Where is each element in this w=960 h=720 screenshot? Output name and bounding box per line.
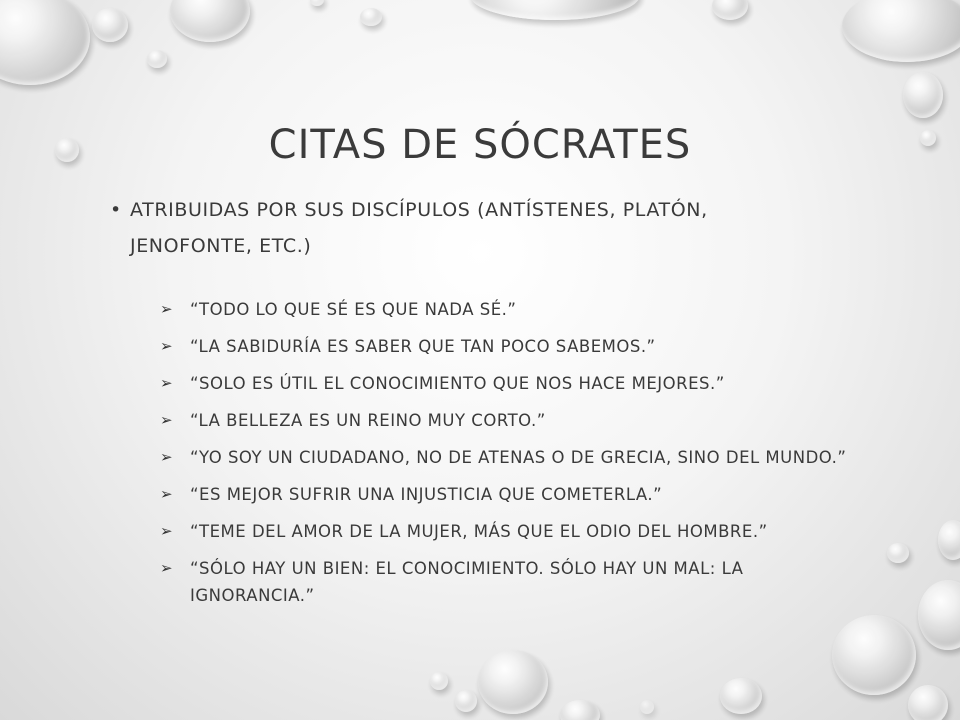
quote-item — [160, 518, 850, 545]
arrow-bullet-icon: ➢ — [160, 448, 174, 466]
water-drop-decoration — [842, 0, 960, 62]
quote-item — [160, 407, 850, 434]
quote-text: “SOLO ES ÚTIL EL CONOCIMIENTO QUE NOS HACE MEJORES.” — [190, 374, 725, 393]
water-drop-decoration — [560, 700, 600, 720]
water-drop-decoration — [470, 0, 640, 20]
quote-text: “LA SABIDURÍA ES SABER QUE TAN POCO SABEMOS.” — [190, 337, 656, 356]
quote-text: “LA BELLEZA ES UN REINO MUY CORTO.” — [190, 411, 546, 430]
arrow-bullet-icon: ➢ — [160, 300, 174, 318]
water-drop-decoration — [0, 0, 90, 85]
quote-text: “SÓLO HAY UN BIEN: EL CONOCIMIENTO. SÓLO HAY UN MAL: LA IGNORANCIA.” — [190, 559, 744, 605]
arrow-bullet-icon: ➢ — [160, 485, 174, 503]
water-drop-decoration — [430, 672, 448, 690]
quote-text: “YO SOY UN CIUDADANO, NO DE ATENAS O DE GRECIA, SINO DEL MUNDO.” — [190, 448, 847, 467]
water-drop-decoration — [170, 0, 250, 42]
water-drop-decoration — [147, 50, 167, 68]
main-bullet — [110, 192, 830, 264]
main-bullet-text: ATRIBUIDAS POR SUS DISCÍPULOS (ANTÍSTENES, PLATÓN, JENOFONTE, ETC.) — [130, 199, 708, 257]
arrow-bullet-icon: ➢ — [160, 411, 174, 429]
quote-list — [160, 296, 850, 619]
water-drop-decoration — [360, 8, 382, 26]
quote-item — [160, 481, 850, 508]
water-drop-decoration — [720, 678, 762, 714]
quote-text: “TEME DEL AMOR DE LA MUJER, MÁS QUE EL ODIO DEL HOMBRE.” — [190, 522, 768, 541]
water-drop-decoration — [908, 685, 948, 720]
water-drop-decoration — [903, 72, 943, 118]
quote-item — [160, 444, 850, 471]
water-drop-decoration — [887, 543, 909, 563]
quote-item — [160, 296, 850, 323]
arrow-bullet-icon: ➢ — [160, 522, 174, 540]
arrow-bullet-icon: ➢ — [160, 337, 174, 355]
quote-item — [160, 370, 850, 397]
water-drop-decoration — [310, 0, 324, 6]
quote-text: “TODO LO QUE SÉ ES QUE NADA SÉ.” — [190, 300, 517, 319]
water-drop-decoration — [92, 8, 128, 42]
bullet-dot-icon: • — [110, 199, 122, 221]
slide-title: CITAS DE SÓCRATES — [268, 122, 692, 168]
water-drop-decoration — [918, 580, 960, 650]
water-drop-decoration — [712, 0, 748, 20]
water-drop-decoration — [640, 700, 654, 714]
quote-item — [160, 555, 850, 609]
arrow-bullet-icon: ➢ — [160, 374, 174, 392]
water-drop-decoration — [455, 690, 477, 712]
water-drop-decoration — [832, 615, 916, 695]
water-drop-decoration — [938, 520, 960, 560]
water-drop-decoration — [478, 650, 548, 714]
quote-text: “ES MEJOR SUFRIR UNA INJUSTICIA QUE COMETERLA.” — [190, 485, 663, 504]
quote-item — [160, 333, 850, 360]
arrow-bullet-icon: ➢ — [160, 559, 174, 577]
